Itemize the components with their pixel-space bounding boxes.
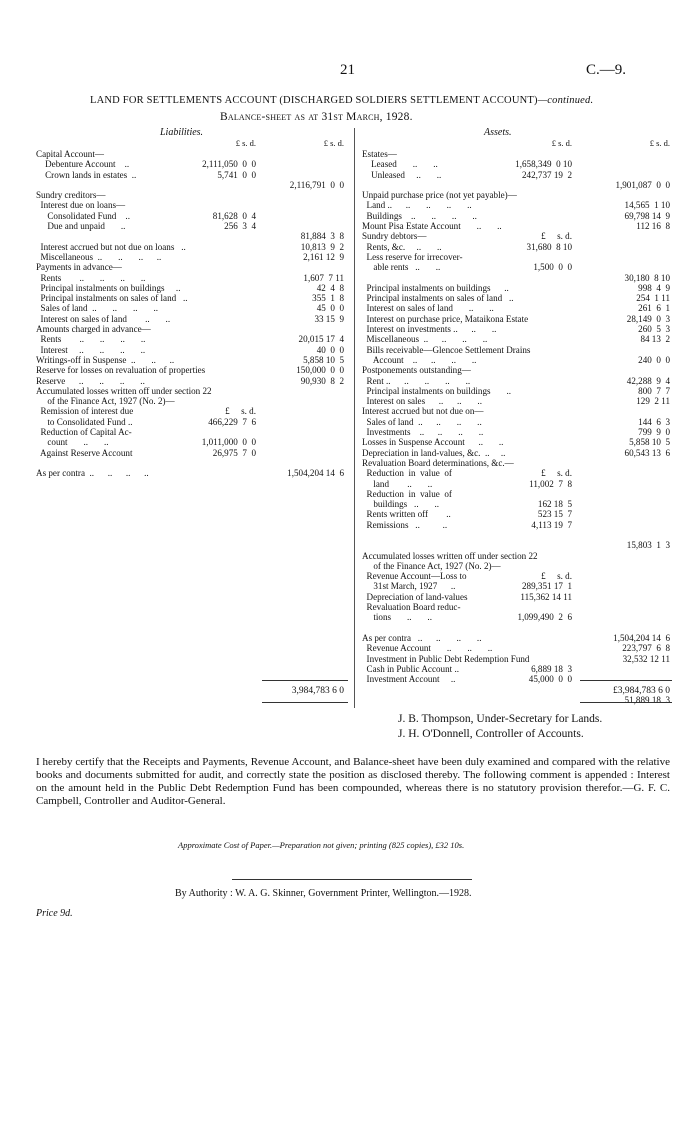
ledger-row (36, 314, 346, 324)
ledger-label: Interest accrued but not due on— (362, 406, 484, 417)
ledger-label: Rents .. .. .. .. (36, 334, 146, 345)
ledger-label: Investment Account .. (362, 674, 456, 685)
ledger-outer-amount: 28,149 0 3 (626, 313, 670, 324)
ledger-label: Less reserve for irrecover- (362, 251, 463, 262)
ledger-outer-amount: 1,901,087 0 0 (615, 179, 670, 190)
ledger-row (362, 468, 672, 478)
ledger-row (362, 324, 672, 334)
ledger-label: Reduction in value of (362, 488, 452, 499)
ledger-row (362, 499, 672, 509)
ledger-label: Reserve .. .. .. .. (36, 375, 145, 386)
ledger-row (36, 355, 346, 365)
ledger-label: Principal instalments on buildings .. (362, 385, 512, 396)
ledger-outer-amount: 240 0 0 (638, 354, 670, 365)
ledger-label: able rents .. .. (362, 262, 441, 273)
ledger-row (362, 406, 672, 416)
assets-col1-head: £ s. d. (551, 138, 572, 148)
ledger-inner-amount: 256 3 4 (224, 221, 256, 232)
ledger-row (362, 242, 672, 252)
ledger-label: Amounts charged in advance— (36, 324, 151, 335)
ledger-inner-amount: £ s. d. (541, 231, 572, 242)
ledger-row (362, 334, 672, 344)
ledger-label: tions .. .. (362, 612, 432, 623)
ledger-outer-amount: 60,543 13 6 (624, 447, 670, 458)
ledger-label: Mount Pisa Estate Account .. .. (362, 221, 502, 232)
ledger-row (36, 200, 346, 210)
ledger-label: 31st March, 1927 .. (362, 581, 456, 592)
ledger-row (36, 386, 346, 396)
ledger-row (362, 252, 672, 262)
ledger-row (362, 551, 672, 561)
ledger-row (362, 314, 672, 324)
ledger-row (362, 365, 672, 375)
ledger-row (362, 170, 672, 180)
ledger-row (362, 571, 672, 581)
ledger-row (36, 231, 346, 241)
ledger-outer-amount: 261 6 1 (638, 303, 670, 314)
ledger-label: Principal instalments on sales of land .. (362, 293, 514, 304)
ledger-label: Interest on purchase price, Mataikona Estate (362, 313, 529, 324)
ledger-label: Interest on investments .. .. .. (362, 324, 497, 335)
ledger-inner-amount: 1,658,349 0 10 (515, 159, 572, 170)
ledger-outer-amount: 799 9 0 (638, 427, 670, 438)
ledger-row (362, 695, 672, 705)
ledger-row (36, 437, 346, 447)
ledger-row (36, 396, 346, 406)
ledger-outer-amount: 129 2 11 (636, 396, 670, 407)
ledger-outer-amount: 30,180 8 10 (624, 272, 670, 283)
ledger-outer-amount: 2,161 12 9 (303, 251, 344, 262)
ledger-label: Land .. .. .. .. .. (362, 200, 472, 211)
ledger-row (362, 437, 672, 447)
ledger-label: Revenue Account .. .. .. (362, 643, 493, 654)
document-reference: C.—9. (586, 62, 627, 78)
ledger-inner-amount: 115,362 14 11 (520, 591, 572, 602)
ledger-label: Interest on sales of land .. .. (36, 313, 171, 324)
assets-heading: Assets. (484, 127, 512, 138)
ledger-row (362, 489, 672, 499)
ledger-label: Buildings .. .. .. .. (362, 210, 477, 221)
liabilities-total-rule-bottom (262, 702, 348, 703)
ledger-label: Reduction in value of (362, 468, 452, 479)
assets-total-rule-top (580, 680, 672, 681)
ledger-row (36, 365, 346, 375)
ledger-row (362, 283, 672, 293)
ledger-row (362, 633, 672, 643)
ledger-outer-amount: 81,884 3 8 (300, 231, 344, 242)
assets-ledger (362, 149, 672, 705)
ledger-outer-amount: 254 1 11 (636, 293, 670, 304)
ledger-row (362, 643, 672, 653)
ledger-inner-amount: 2,111,050 0 0 (202, 159, 256, 170)
ledger-row (362, 159, 672, 169)
ledger-inner-amount: 45,000 0 0 (528, 674, 572, 685)
ledger-inner-amount: £ s. d. (541, 468, 572, 479)
ledger-inner-amount: £ s. d. (541, 571, 572, 582)
ledger-row (362, 592, 672, 602)
ledger-row (362, 530, 672, 540)
ledger-inner-amount: 31,680 8 10 (526, 241, 572, 252)
ledger-label: Crown lands in estates .. (36, 169, 137, 180)
ledger-row (36, 211, 346, 221)
liabilities-total-rule-top (262, 680, 348, 681)
ledger-row (362, 427, 672, 437)
ledger-label: Accumulated losses written off under section 22 (36, 385, 212, 396)
ledger-row (362, 149, 672, 159)
ledger-inner-amount: 26,975 7 0 (212, 447, 256, 458)
ledger-outer-amount: 355 1 8 (312, 293, 344, 304)
ledger-row (36, 262, 346, 272)
ledger-label: land .. .. (362, 478, 433, 489)
ledger-label: Rents, &c. .. .. (362, 241, 442, 252)
ledger-outer-amount: 144 6 3 (638, 416, 670, 427)
price-note: Price 9d. (36, 908, 73, 919)
ledger-label: Revaluation Board determinations, &c.— (362, 457, 514, 468)
ledger-outer-amount: 112 16 8 (636, 221, 670, 232)
ledger-label: Rent .. .. .. .. .. (362, 375, 471, 386)
ledger-label: Account .. .. .. .. (362, 354, 477, 365)
ledger-label: Estates— (362, 149, 397, 159)
ledger-outer-amount: 150,000 0 0 (296, 365, 344, 376)
ledger-row (36, 427, 346, 437)
ledger-inner-amount: 81,628 0 4 (212, 210, 256, 221)
ledger-label: Depreciation in land-values, &c. .. .. (362, 447, 506, 458)
ledger-label: Payments in advance— (36, 262, 122, 273)
ledger-row (362, 509, 672, 519)
ledger-outer-amount: 800 7 7 (638, 385, 670, 396)
liabilities-col1-head: £ s. d. (235, 138, 256, 148)
ledger-row (362, 190, 672, 200)
liabilities-col2-head: £ s. d. (323, 138, 344, 148)
assets-total-rule-bottom (580, 702, 672, 703)
ledger-row (362, 561, 672, 571)
ledger-label: Remission of interest due (36, 406, 134, 417)
ledger-outer-amount: 42,288 9 4 (626, 375, 670, 386)
ledger-label: to Consolidated Fund .. (36, 416, 133, 427)
ledger-row (36, 159, 346, 169)
ledger-row (362, 664, 672, 674)
liabilities-ledger (36, 149, 346, 479)
ledger-label: Remissions .. .. (362, 519, 448, 530)
ledger-label: Due and unpaid .. (36, 221, 126, 232)
ledger-outer-amount: 10,813 9 2 (300, 241, 344, 252)
ledger-row (362, 458, 672, 468)
ledger-label: Interest on sales .. .. .. (362, 396, 482, 407)
ledger-inner-amount: 5,741 0 0 (217, 169, 256, 180)
authority-line: By Authority : W. A. G. Skinner, Government Printer, Wellington.—1928. (175, 888, 472, 899)
ledger-row (362, 602, 672, 612)
ledger-outer-amount: 33 15 9 (314, 313, 344, 324)
ledger-inner-amount: 1,500 0 0 (533, 262, 572, 273)
ledger-label: Unpaid purchase price (not yet payable)— (362, 190, 517, 201)
signature-controller: J. H. O'Donnell, Controller of Accounts. (398, 728, 584, 740)
signature-under-secretary: J. B. Thompson, Under-Secretary for Lands. (398, 713, 603, 725)
ledger-outer-amount: 20,015 17 4 (298, 334, 344, 345)
column-divider (354, 128, 355, 708)
footer-rule (232, 879, 472, 880)
ledger-label: Sundry creditors— (36, 190, 106, 201)
ledger-row (362, 612, 672, 622)
ledger-inner-amount: 523 15 7 (537, 509, 572, 520)
audit-certificate: I hereby certify that the Receipts and Payments, Revenue Account, and Balance-sheet have been duly examined and compared with the relative books and documents submitted for audit, and correctly state the position as disclosed thereby. The following comment is appended : Interest on the amount held in the Public Debt Redemption Fund has been compounded, whereas there is no statutory provision therefor.—G. F. C. Campbell, Controller and Auditor-General. (36, 756, 670, 807)
ledger-row (36, 283, 346, 293)
ledger-inner-amount: 466,229 7 6 (208, 416, 256, 427)
ledger-label: Miscellaneous .. .. .. .. (362, 334, 488, 345)
ledger-outer-amount: 1,504,204 14 6 (287, 468, 344, 479)
ledger-label: Writings-off in Suspense .. .. .. (36, 354, 175, 365)
ledger-inner-amount: £ s. d. (225, 406, 256, 417)
ledger-row (362, 345, 672, 355)
ledger-label: Unleased .. .. (362, 169, 442, 180)
ledger-row (36, 345, 346, 355)
ledger-row (362, 448, 672, 458)
ledger-row (362, 355, 672, 365)
page-number: 21 (340, 62, 355, 78)
ledger-row (36, 252, 346, 262)
ledger-label: Principal instalments on buildings .. (36, 282, 181, 293)
ledger-row (362, 417, 672, 427)
ledger-row (362, 211, 672, 221)
ledger-row (362, 540, 672, 550)
ledger-inner-amount: 242,737 19 2 (521, 169, 572, 180)
ledger-row (36, 273, 346, 283)
ledger-row (362, 293, 672, 303)
ledger-row (36, 448, 346, 458)
ledger-row (36, 190, 346, 200)
ledger-label: of the Finance Act, 1927 (No. 2)— (362, 560, 501, 571)
ledger-outer-amount: 90,930 8 2 (300, 375, 344, 386)
ledger-row (362, 221, 672, 231)
ledger-row (36, 180, 346, 190)
ledger-label: As per contra .. .. .. .. (362, 632, 482, 643)
ledger-outer-amount: 32,532 12 11 (622, 653, 670, 664)
ledger-row (362, 396, 672, 406)
ledger-inner-amount: 289,351 17 1 (521, 581, 572, 592)
ledger-row (36, 170, 346, 180)
ledger-inner-amount: 1,099,490 2 6 (517, 612, 572, 623)
ledger-outer-amount: 260 5 3 (638, 324, 670, 335)
ledger-label: Leased .. .. (362, 159, 438, 170)
ledger-label: Consolidated Fund .. (36, 210, 130, 221)
ledger-label: Principal instalments on buildings .. (362, 282, 509, 293)
ledger-label: As per contra .. .. .. .. (36, 468, 149, 479)
ledger-row (36, 376, 346, 386)
ledger-row (362, 623, 672, 633)
ledger-row (36, 334, 346, 344)
ledger-row (36, 242, 346, 252)
ledger-label: Revenue Account—Loss to (362, 571, 467, 582)
ledger-row (362, 581, 672, 591)
ledger-row (36, 303, 346, 313)
ledger-outer-amount: 45 0 0 (316, 303, 344, 314)
ledger-outer-amount: 84 13 2 (640, 334, 670, 345)
ledger-label: Reserve for losses on revaluation of properties (36, 365, 206, 376)
ledger-label: Investment in Public Debt Redemption Fund (362, 653, 530, 664)
ledger-row (362, 303, 672, 313)
ledger-label: Bills receivable—Glencoe Settlement Drains (362, 344, 531, 355)
ledger-outer-amount: 15,803 1 3 (626, 540, 670, 551)
ledger-row (362, 200, 672, 210)
ledger-row (36, 149, 346, 159)
ledger-row (36, 221, 346, 231)
title-continued: —continued. (537, 95, 594, 106)
ledger-outer-amount: 42 4 8 (316, 282, 344, 293)
ledger-row (362, 273, 672, 283)
ledger-row (36, 458, 346, 468)
ledger-label: count .. .. (36, 437, 109, 448)
ledger-label: Miscellaneous .. .. .. .. (36, 251, 162, 262)
ledger-row (362, 231, 672, 241)
ledger-outer-amount: 5,858 10 5 (629, 437, 670, 448)
ledger-label: buildings .. .. (362, 499, 440, 510)
ledger-inner-amount: 1,011,000 0 0 (201, 437, 256, 448)
ledger-row (362, 479, 672, 489)
ledger-row (362, 386, 672, 396)
ledger-label: of the Finance Act, 1927 (No. 2)— (36, 396, 175, 407)
assets-total: £3,984,783 6 0 (613, 686, 670, 696)
assets-col2-head: £ s. d. (649, 138, 670, 148)
liabilities-heading: Liabilities. (160, 127, 204, 138)
ledger-inner-amount: 162 18 5 (537, 499, 572, 510)
ledger-label: Investments .. .. .. .. (362, 427, 484, 438)
ledger-row (36, 417, 346, 427)
ledger-label: Losses in Suspense Account .. .. (362, 437, 504, 448)
ledger-label: Interest accrued but not due on loans .. (36, 241, 186, 252)
ledger-inner-amount: 11,002 7 8 (529, 478, 572, 489)
liabilities-total: 3,984,783 6 0 (291, 686, 344, 696)
ledger-label: Reduction of Capital Ac- (36, 427, 132, 438)
ledger-row (362, 262, 672, 272)
ledger-label: Rents .. .. .. .. (36, 272, 146, 283)
ledger-label: Principal instalments on sales of land .. (36, 293, 188, 304)
ledger-row (362, 654, 672, 664)
ledger-label: Capital Account— (36, 149, 104, 159)
ledger-label: Rents written off .. (362, 509, 451, 520)
ledger-label: Revaluation Board reduc- (362, 602, 461, 613)
ledger-label: Sundry debtors— (362, 231, 427, 242)
ledger-outer-amount: 1,607 7 11 (303, 272, 344, 283)
title-main: LAND FOR SETTLEMENTS ACCOUNT (DISCHARGED SOLDIERS SETTLEMENT ACCOUNT) (90, 95, 538, 106)
ledger-row (36, 293, 346, 303)
page-subtitle: Balance-sheet as at 31st March, 1928. (220, 111, 413, 123)
ledger-row (362, 520, 672, 530)
ledger-row (36, 406, 346, 416)
ledger-outer-amount: 998 4 9 (638, 282, 670, 293)
ledger-outer-amount: 40 0 0 (316, 344, 344, 355)
ledger-row (36, 468, 346, 478)
ledger-inner-amount: 6,889 18 3 (531, 663, 572, 674)
ledger-label: Interest .. .. .. .. (36, 344, 146, 355)
ledger-label: Sales of land .. .. .. .. (36, 303, 158, 314)
ledger-label: Accumulated losses written off under section 22 (362, 550, 538, 561)
ledger-row (36, 324, 346, 334)
ledger-outer-amount: 51,889 18 3 (624, 694, 670, 705)
ledger-outer-amount: 1,504,204 14 6 (613, 632, 670, 643)
ledger-outer-amount: 223,797 6 8 (622, 643, 670, 654)
ledger-label: Interest due on loans— (36, 200, 126, 211)
ledger-label: Cash in Public Account .. (362, 663, 459, 674)
ledger-outer-amount: 5,858 10 5 (303, 354, 344, 365)
cost-note: Approximate Cost of Paper.—Preparation not given; printing (825 copies), £32 10s. (178, 840, 465, 850)
ledger-row (362, 180, 672, 190)
ledger-outer-amount: 2,116,791 0 0 (289, 179, 344, 190)
ledger-outer-amount: 14,565 1 10 (624, 200, 670, 211)
ledger-label: Debenture Account .. (36, 159, 130, 170)
ledger-label: Postponements outstanding— (362, 365, 471, 376)
ledger-label: Against Reserve Account (36, 447, 133, 458)
page-title (90, 95, 593, 106)
ledger-row (362, 376, 672, 386)
ledger-label: Sales of land .. .. .. .. (362, 416, 482, 427)
ledger-outer-amount: 69,798 14 9 (624, 210, 670, 221)
ledger-inner-amount: 4,113 19 7 (531, 519, 572, 530)
ledger-label: Interest on sales of land .. .. (362, 303, 494, 314)
ledger-label: Depreciation of land-values (362, 591, 468, 602)
